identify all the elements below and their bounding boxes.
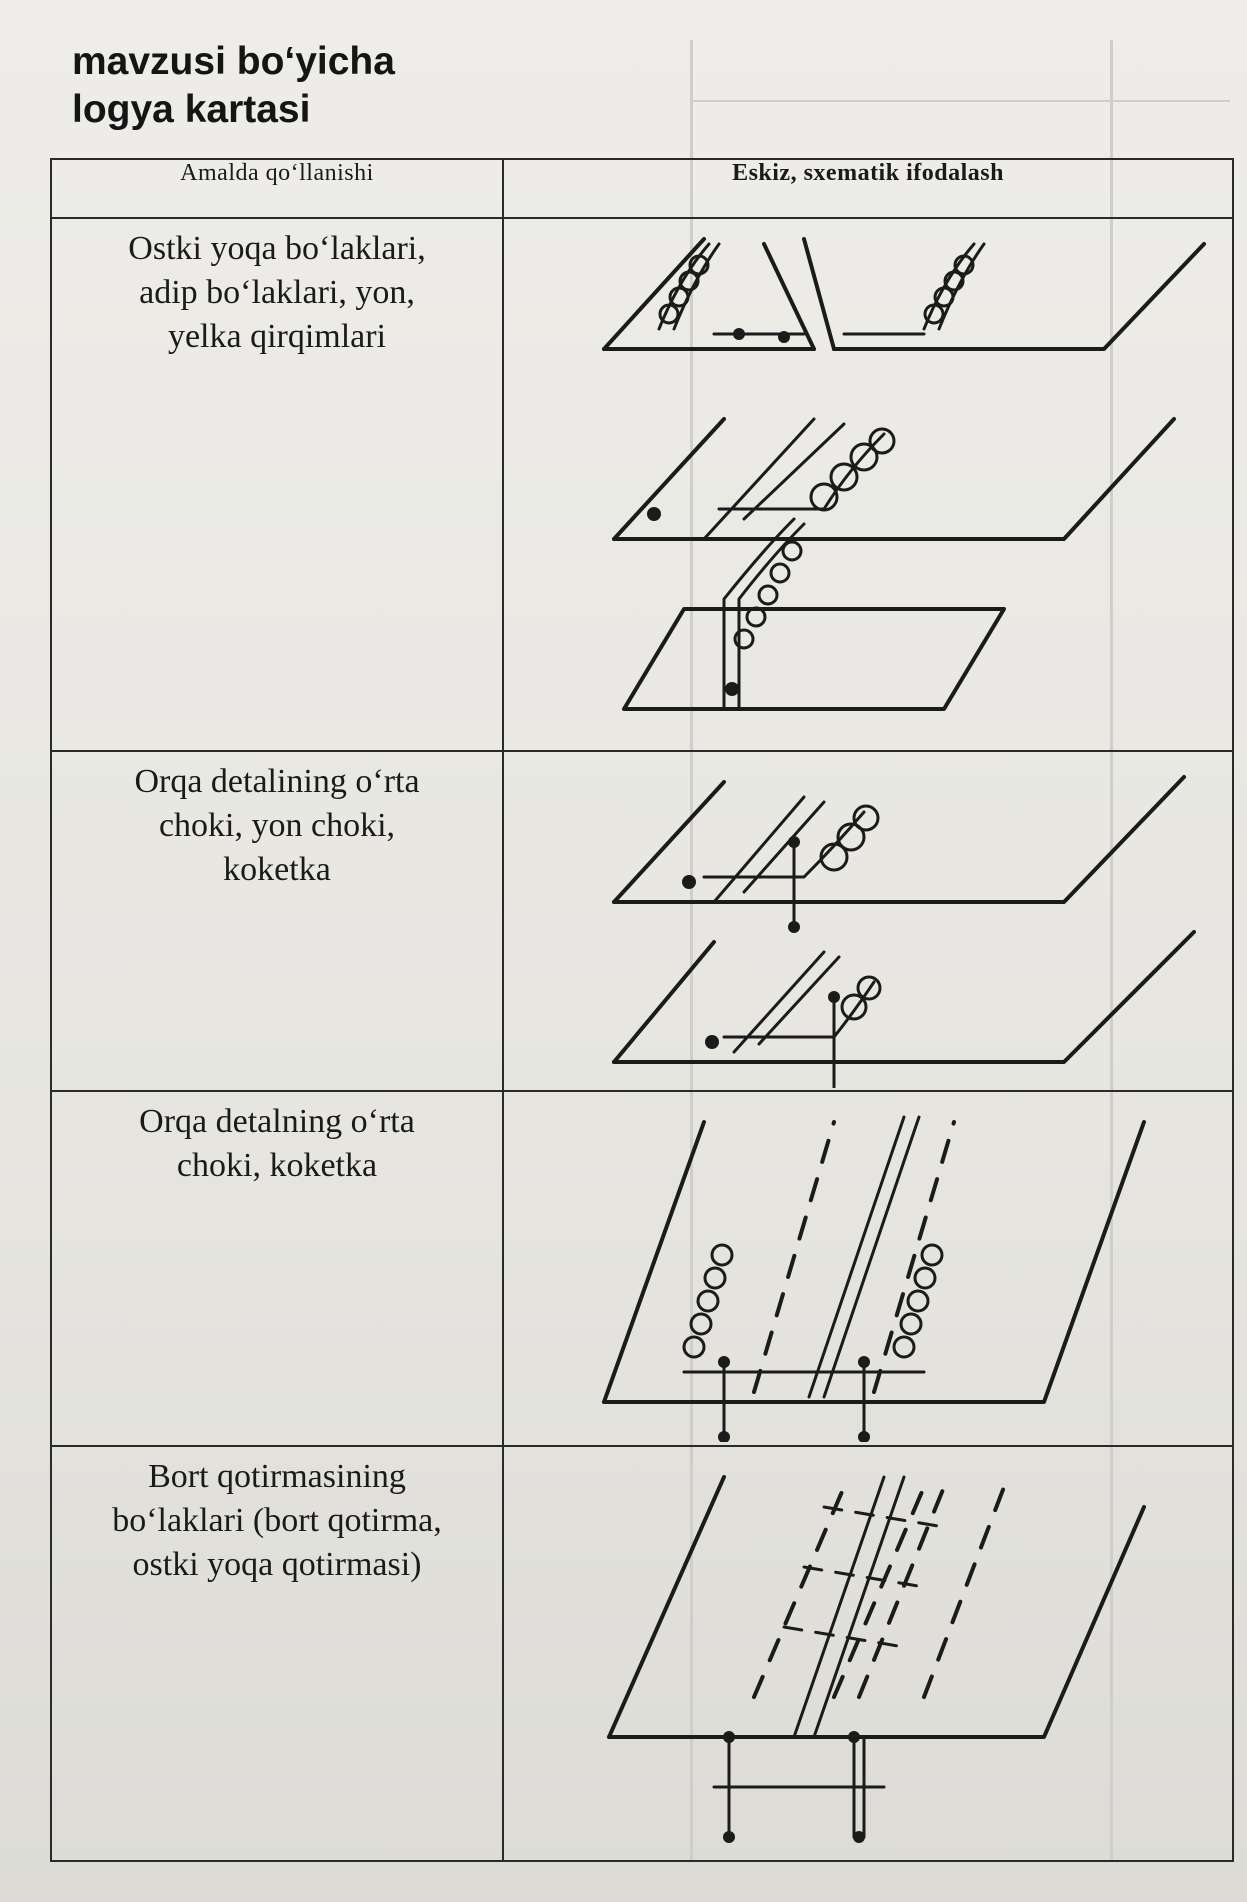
table-row [51,218,1233,751]
table-header-row [51,159,1233,218]
usage-line: choki, koketka [176,1147,378,1184]
usage-cell [51,751,503,1091]
usage-cell [51,1446,503,1861]
sketch-cell [503,1446,1233,1861]
usage-cell [51,218,503,751]
usage-line: koketka [223,851,331,888]
usage-line: ostki yoqa qotirmasi) [132,1546,422,1583]
usage-line: Bort qotirmasining [148,1458,406,1495]
usage-cell [51,1091,503,1446]
page-heading [72,38,395,134]
column-header-usage: Amalda qo‘llanishi [51,159,503,218]
sketch-cell [503,751,1233,1091]
heading-line-1: mavzusi bo‘yicha [72,40,395,83]
sketch-cell [503,218,1233,751]
ghost-rule [690,100,1230,102]
heading-line-2: logya kartasi [72,88,311,131]
seam-sketch-icon [504,1092,1230,1442]
seam-sketch-icon [504,1447,1230,1857]
usage-line: Orqa detalining o‘rta [134,763,420,800]
seam-sketch-icon [504,219,1230,749]
sketch-cell [503,1091,1233,1446]
usage-line: choki, yon choki, [158,807,396,844]
column-header-sketch: Eskiz, sxematik ifodalash [503,159,1233,218]
table-row [51,751,1233,1091]
seam-sketch-icon [504,752,1230,1088]
usage-line: adip bo‘laklari, yon, [139,274,415,311]
technology-card-table [50,158,1234,1862]
usage-line: bo‘laklari (bort qotirma, [112,1502,442,1539]
table-row [51,1091,1233,1446]
table-row [51,1446,1233,1861]
usage-line: Orqa detalning o‘rta [139,1103,415,1140]
usage-line: yelka qirqimlari [167,318,387,355]
usage-line: Ostki yoqa bo‘laklari, [128,230,426,267]
